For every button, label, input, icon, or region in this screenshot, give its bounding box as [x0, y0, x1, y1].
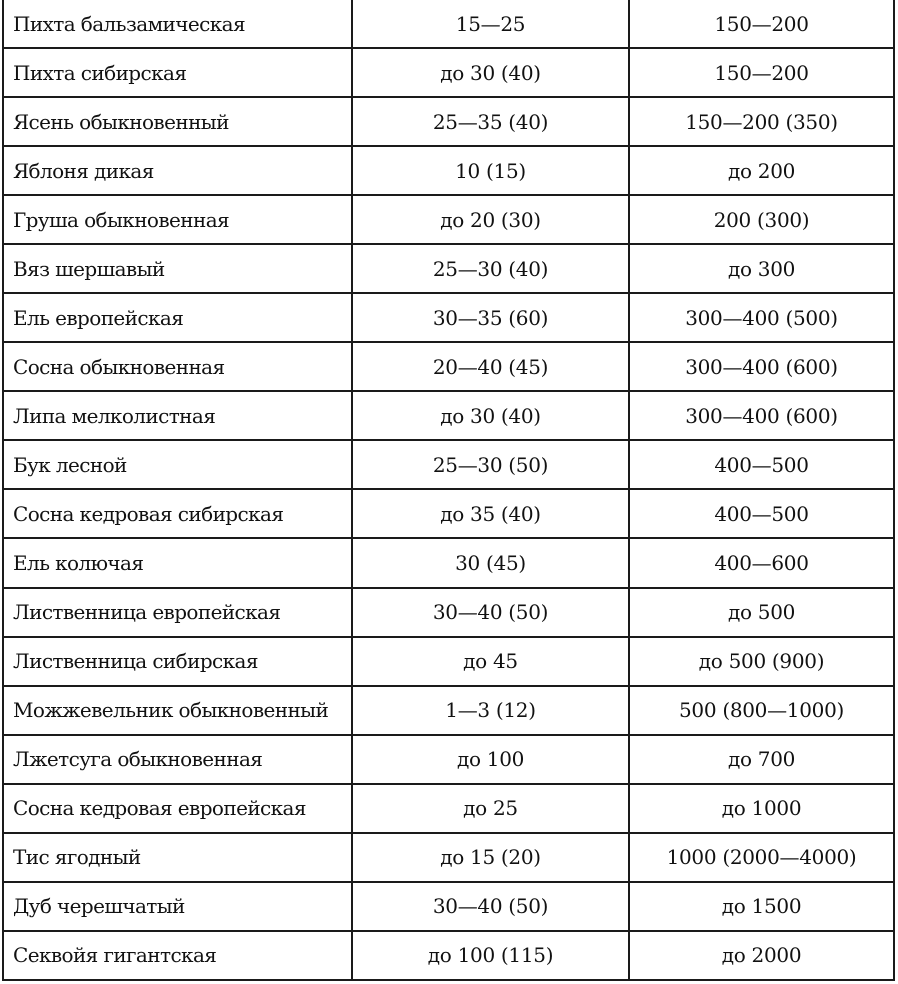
cell-tree-name: Бук лесной: [3, 440, 352, 489]
cell-height: 30—35 (60): [352, 293, 629, 342]
table-row: [3, 784, 894, 833]
table-row: [3, 931, 894, 980]
cell-tree-name: Вяз шершавый: [3, 244, 352, 293]
cell-age: до 500 (900): [629, 637, 894, 686]
table-row: [3, 686, 894, 735]
cell-age: до 300: [629, 244, 894, 293]
cell-age: 150—200: [629, 48, 894, 97]
cell-height: 30—40 (50): [352, 882, 629, 931]
table-row: [3, 440, 894, 489]
cell-age: до 2000: [629, 931, 894, 980]
cell-tree-name: Можжевельник обыкновенный: [3, 686, 352, 735]
cell-tree-name: Ель европейская: [3, 293, 352, 342]
table-row: [3, 195, 894, 244]
cell-height: до 100 (115): [352, 931, 629, 980]
cell-tree-name: Груша обыкновенная: [3, 195, 352, 244]
cell-age: 300—400 (500): [629, 293, 894, 342]
cell-height: 10 (15): [352, 146, 629, 195]
cell-height: до 25: [352, 784, 629, 833]
cell-height: 20—40 (45): [352, 342, 629, 391]
table-row: [3, 588, 894, 637]
cell-age: до 1500: [629, 882, 894, 931]
cell-tree-name: Пихта сибирская: [3, 48, 352, 97]
tree-table: [2, 0, 895, 981]
cell-tree-name: Пихта бальзамическая: [3, 0, 352, 48]
cell-age: до 200: [629, 146, 894, 195]
cell-age: 400—500: [629, 489, 894, 538]
cell-height: 30—40 (50): [352, 588, 629, 637]
cell-tree-name: Лиственница европейская: [3, 588, 352, 637]
cell-height: 25—30 (50): [352, 440, 629, 489]
cell-age: 150—200 (350): [629, 97, 894, 146]
table-row: [3, 489, 894, 538]
table-row: [3, 97, 894, 146]
cell-height: 30 (45): [352, 538, 629, 587]
cell-tree-name: Секвойя гигантская: [3, 931, 352, 980]
table-row: [3, 342, 894, 391]
table-row: [3, 882, 894, 931]
cell-tree-name: Сосна обыкновенная: [3, 342, 352, 391]
cell-height: 25—35 (40): [352, 97, 629, 146]
cell-tree-name: Лиственница сибирская: [3, 637, 352, 686]
table-row: [3, 637, 894, 686]
cell-height: до 35 (40): [352, 489, 629, 538]
cell-age: до 1000: [629, 784, 894, 833]
cell-tree-name: Яблоня дикая: [3, 146, 352, 195]
cell-age: до 700: [629, 735, 894, 784]
cell-height: до 100: [352, 735, 629, 784]
cell-age: 400—500: [629, 440, 894, 489]
cell-height: до 20 (30): [352, 195, 629, 244]
cell-height: до 30 (40): [352, 391, 629, 440]
cell-tree-name: Сосна кедровая сибирская: [3, 489, 352, 538]
table-row: [3, 735, 894, 784]
cell-tree-name: Ель колючая: [3, 538, 352, 587]
table-row: [3, 538, 894, 587]
cell-height: 1—3 (12): [352, 686, 629, 735]
cell-age: 500 (800—1000): [629, 686, 894, 735]
cell-height: до 30 (40): [352, 48, 629, 97]
cell-tree-name: Дуб черешчатый: [3, 882, 352, 931]
table-row: [3, 48, 894, 97]
cell-age: 300—400 (600): [629, 391, 894, 440]
cell-tree-name: Липа мелколистная: [3, 391, 352, 440]
cell-height: 25—30 (40): [352, 244, 629, 293]
table-row: [3, 0, 894, 48]
cell-age: 300—400 (600): [629, 342, 894, 391]
table-row: [3, 833, 894, 882]
cell-height: 15—25: [352, 0, 629, 48]
table-row: [3, 244, 894, 293]
cell-tree-name: Тис ягодный: [3, 833, 352, 882]
table-row: [3, 293, 894, 342]
cell-age: до 500: [629, 588, 894, 637]
cell-age: 200 (300): [629, 195, 894, 244]
cell-height: до 15 (20): [352, 833, 629, 882]
cell-tree-name: Сосна кедровая европейская: [3, 784, 352, 833]
cell-age: 1000 (2000—4000): [629, 833, 894, 882]
cell-age: 150—200: [629, 0, 894, 48]
cell-height: до 45: [352, 637, 629, 686]
cell-tree-name: Лжетсуга обыкновенная: [3, 735, 352, 784]
cell-age: 400—600: [629, 538, 894, 587]
table-row: [3, 146, 894, 195]
cell-tree-name: Ясень обыкновенный: [3, 97, 352, 146]
table-row: [3, 391, 894, 440]
tree-table-body: [3, 0, 894, 980]
